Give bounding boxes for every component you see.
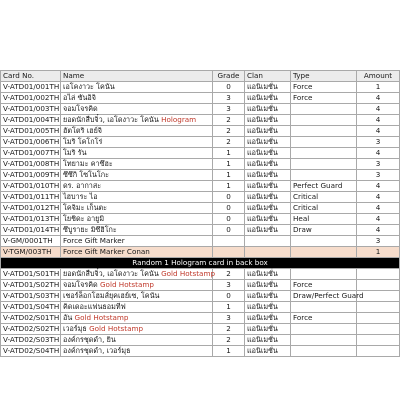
hologram-notice-row xyxy=(1,258,400,269)
cell-name xyxy=(61,247,213,258)
table-row xyxy=(1,159,400,170)
cell-clan xyxy=(245,236,291,247)
cell-grade: 3 xyxy=(213,104,245,115)
cell-grade xyxy=(213,236,245,247)
card-name-text: เวอร์มุธ xyxy=(63,324,87,334)
cell-grade: 1 xyxy=(213,148,245,159)
cell-grade: 3 xyxy=(213,313,245,324)
card-name-text: องค์กรชุดดำ, ยิน xyxy=(63,335,116,345)
cell-name xyxy=(61,302,213,313)
cell-name xyxy=(61,137,213,148)
cell-name xyxy=(61,225,213,236)
cell-name xyxy=(61,93,213,104)
cell-card-no: V-ATD01/006TH xyxy=(1,137,61,148)
cell-card-no: V-ATD01/005TH xyxy=(1,126,61,137)
cell-card-no: V-ATD01/014TH xyxy=(1,225,61,236)
cell-card-no: V-ATD01/004TH xyxy=(1,115,61,126)
cell-amount xyxy=(357,335,400,346)
cell-name xyxy=(61,346,213,357)
cell-amount: 3 xyxy=(357,236,400,247)
cell-type xyxy=(291,137,357,148)
cell-amount: 4 xyxy=(357,181,400,192)
card-name-text: จอมโจรคิด xyxy=(63,104,98,114)
card-name-text: ฮัตโตริ เฮย์จิ xyxy=(63,126,102,136)
table-row xyxy=(1,313,400,324)
cell-type xyxy=(291,324,357,335)
cell-type xyxy=(291,170,357,181)
cell-amount: 4 xyxy=(357,126,400,137)
card-name-text: เชอร์ล็อกโฮมส์ยุคเฮย์เซ, โคนัน xyxy=(63,291,160,301)
cell-card-no: V-ATD01/S02TH xyxy=(1,280,61,291)
cell-clan: แอนิเมชั่น xyxy=(245,115,291,126)
cell-type: Force xyxy=(291,313,357,324)
cell-clan: แอนิเมชั่น xyxy=(245,93,291,104)
card-name-text: ซึบูรายะ มิซึฮิโกะ xyxy=(63,225,117,235)
cell-clan: แอนิเมชั่น xyxy=(245,225,291,236)
cell-amount: 4 xyxy=(357,214,400,225)
cell-clan: แอนิเมชั่น xyxy=(245,313,291,324)
cell-grade: 2 xyxy=(213,324,245,335)
cell-type xyxy=(291,126,357,137)
cell-card-no: V-ATD01/011TH xyxy=(1,192,61,203)
cell-card-no: V-ATD01/S03TH xyxy=(1,291,61,302)
cell-card-no: V-ATD01/001TH xyxy=(1,82,61,93)
cell-amount: 4 xyxy=(357,148,400,159)
cell-name xyxy=(61,280,213,291)
cell-name xyxy=(61,214,213,225)
card-list-sheet xyxy=(0,70,400,357)
cell-type xyxy=(291,302,357,313)
cell-clan: แอนิเมชั่น xyxy=(245,335,291,346)
table-row xyxy=(1,115,400,126)
cell-clan: แอนิเมชั่น xyxy=(245,280,291,291)
card-name-text: องค์กรชุดดำ, เวอร์มุธ xyxy=(63,346,131,356)
table-header-row xyxy=(1,71,400,82)
cell-grade: 0 xyxy=(213,192,245,203)
cell-amount: 4 xyxy=(357,93,400,104)
cell-name xyxy=(61,115,213,126)
header-grade: Grade xyxy=(213,71,245,82)
cell-type: Critical xyxy=(291,203,357,214)
table-row xyxy=(1,324,400,335)
cell-type xyxy=(291,115,357,126)
cell-grade: 0 xyxy=(213,214,245,225)
cell-name xyxy=(61,82,213,93)
cell-grade: 1 xyxy=(213,346,245,357)
cell-grade: 2 xyxy=(213,126,245,137)
cell-grade: 1 xyxy=(213,181,245,192)
cell-card-no: V-ATD01/002TH xyxy=(1,93,61,104)
header-clan: Clan xyxy=(245,71,291,82)
cell-card-no: V-ATD01/S04TH xyxy=(1,302,61,313)
cell-clan: แอนิเมชั่น xyxy=(245,104,291,115)
table-row xyxy=(1,192,400,203)
cell-card-no: V-ATD01/007TH xyxy=(1,148,61,159)
card-name-text: โยชิดะ อายูมิ xyxy=(63,214,105,224)
header-name: Name xyxy=(61,71,213,82)
cell-clan: แอนิเมชั่น xyxy=(245,181,291,192)
cell-name xyxy=(61,159,213,170)
rarity-tag: Gold Hotstamp xyxy=(99,280,154,290)
cell-amount: 4 xyxy=(357,192,400,203)
cell-grade: 3 xyxy=(213,93,245,104)
table-row xyxy=(1,346,400,357)
cell-type: Heal xyxy=(291,214,357,225)
cell-amount: 3 xyxy=(357,170,400,181)
cell-card-no: V-ATD01/012TH xyxy=(1,203,61,214)
card-name-text: ซึซึกิ โซโนโกะ xyxy=(63,170,109,180)
table-row xyxy=(1,291,400,302)
cell-grade: 1 xyxy=(213,159,245,170)
cell-clan: แอนิเมชั่น xyxy=(245,159,291,170)
card-name-text: ไฮบาระ ไอ xyxy=(63,192,98,202)
cell-clan xyxy=(245,247,291,258)
cell-card-no: V-ATD01/009TH xyxy=(1,170,61,181)
cell-name xyxy=(61,313,213,324)
card-name-text: จอมโจรคิด xyxy=(63,280,98,290)
cell-type: Draw xyxy=(291,225,357,236)
cell-amount xyxy=(357,280,400,291)
cell-amount xyxy=(357,302,400,313)
cell-clan: แอนิเมชั่น xyxy=(245,170,291,181)
cell-type xyxy=(291,148,357,159)
table-row xyxy=(1,126,400,137)
table-row xyxy=(1,214,400,225)
cell-clan: แอนิเมชั่น xyxy=(245,214,291,225)
cell-type xyxy=(291,236,357,247)
cell-card-no: V-ATD02/S03TH xyxy=(1,335,61,346)
cell-name xyxy=(61,236,213,247)
card-name-text: เอโคงาวะ โคนัน xyxy=(63,82,115,92)
cell-card-no: V-ATD01/S01TH xyxy=(1,269,61,280)
cell-clan: แอนิเมชั่น xyxy=(245,291,291,302)
cell-type: Critical xyxy=(291,192,357,203)
card-name-text: คิดเดอะแฟนธอมทีฟ xyxy=(63,302,126,312)
cell-type xyxy=(291,269,357,280)
table-row xyxy=(1,203,400,214)
cell-name xyxy=(61,170,213,181)
cell-name xyxy=(61,269,216,280)
card-name-text: โคจิมะ เก็นตะ xyxy=(63,203,108,213)
cell-clan: แอนิเมชั่น xyxy=(245,148,291,159)
card-name-text: ยอดนักสืบจิ๋ว, เอโดงาวะ โคนัน xyxy=(63,115,159,125)
table-row xyxy=(1,225,400,236)
card-list-table xyxy=(0,70,400,357)
cell-clan: แอนิเมชั่น xyxy=(245,203,291,214)
cell-grade: 2 xyxy=(213,269,245,280)
cell-card-no: V-TGM/003TH xyxy=(1,247,61,258)
cell-grade: 2 xyxy=(213,137,245,148)
cell-clan: แอนิเมชั่น xyxy=(245,302,291,313)
card-name-text: โมริ รัน xyxy=(63,148,87,158)
cell-clan: แอนิเมชั่น xyxy=(245,82,291,93)
cell-name xyxy=(61,291,213,302)
cell-grade: 0 xyxy=(213,291,245,302)
cell-type xyxy=(291,247,357,258)
table-row xyxy=(1,302,400,313)
cell-name xyxy=(61,192,213,203)
cell-grade: 1 xyxy=(213,302,245,313)
card-name-text: ดร. อากาสะ xyxy=(63,181,102,191)
card-name-text: Force Gift Marker Conan xyxy=(63,247,150,257)
cell-name xyxy=(61,148,213,159)
cell-card-no: V-ATD02/S04TH xyxy=(1,346,61,357)
cell-amount xyxy=(357,346,400,357)
table-row xyxy=(1,181,400,192)
header-type: Type xyxy=(291,71,357,82)
cell-clan: แอนิเมชั่น xyxy=(245,269,291,280)
cell-grade: 0 xyxy=(213,225,245,236)
card-name-text: โทยามะ คาซึฮะ xyxy=(63,159,113,169)
cell-amount: 1 xyxy=(357,247,400,258)
table-row xyxy=(1,93,400,104)
cell-grade: 0 xyxy=(213,203,245,214)
cell-type xyxy=(291,159,357,170)
cell-grade: 3 xyxy=(213,280,245,291)
cell-card-no: V-GM/0001TH xyxy=(1,236,61,247)
cell-card-no: V-ATD02/S02TH xyxy=(1,324,61,335)
cell-name xyxy=(61,203,213,214)
main-card-rows xyxy=(1,82,400,258)
table-row xyxy=(1,170,400,181)
rarity-tag: Gold Hotstamp xyxy=(161,269,216,279)
header-card-no: Card No. xyxy=(1,71,61,82)
cell-clan: แอนิเมชั่น xyxy=(245,192,291,203)
cell-amount: 4 xyxy=(357,203,400,214)
cell-type: Force xyxy=(291,82,357,93)
special-card-rows xyxy=(1,269,400,357)
cell-card-no: V-ATD01/013TH xyxy=(1,214,61,225)
table-row xyxy=(1,280,400,291)
cell-amount: 4 xyxy=(357,115,400,126)
table-row xyxy=(1,137,400,148)
table-row xyxy=(1,335,400,346)
table-row xyxy=(1,82,400,93)
cell-clan: แอนิเมชั่น xyxy=(245,137,291,148)
cell-amount: 1 xyxy=(357,82,400,93)
rarity-tag: Gold Hotstamp xyxy=(89,324,144,334)
cell-type: Force xyxy=(291,280,357,291)
cell-amount xyxy=(357,269,400,280)
cell-grade: 2 xyxy=(213,335,245,346)
cell-type: Force xyxy=(291,93,357,104)
cell-amount xyxy=(357,324,400,335)
card-name-text: อัน xyxy=(63,313,73,323)
cell-type: Perfect Guard xyxy=(291,181,357,192)
cell-card-no: V-ATD01/003TH xyxy=(1,104,61,115)
cell-grade: 1 xyxy=(213,170,245,181)
cell-clan: แอนิเมชั่น xyxy=(245,324,291,335)
cell-amount: 3 xyxy=(357,137,400,148)
cell-type: Draw/Perfect Guard xyxy=(291,291,357,302)
card-name-text: ยอดนักสืบจิ๋ว, เอโดงาวะ โคนัน xyxy=(63,269,159,279)
card-name-text: อไล่ ซันอิจิ xyxy=(63,93,96,103)
cell-name xyxy=(61,181,213,192)
rarity-tag: Hologram xyxy=(161,115,197,125)
cell-amount: 4 xyxy=(357,104,400,115)
cell-name xyxy=(61,324,213,335)
cell-type xyxy=(291,335,357,346)
cell-name xyxy=(61,104,213,115)
table-row xyxy=(1,247,400,258)
cell-card-no: V-ATD01/008TH xyxy=(1,159,61,170)
card-name-text: โมริ โคโกโร่ xyxy=(63,137,103,147)
cell-grade: 2 xyxy=(213,115,245,126)
table-row xyxy=(1,236,400,247)
cell-name xyxy=(61,335,213,346)
cell-card-no: V-ATD01/010TH xyxy=(1,181,61,192)
cell-grade xyxy=(213,247,245,258)
cell-type xyxy=(291,346,357,357)
cell-clan: แอนิเมชั่น xyxy=(245,346,291,357)
cell-grade: 0 xyxy=(213,82,245,93)
cell-name xyxy=(61,126,213,137)
table-row xyxy=(1,269,400,280)
cell-amount: 4 xyxy=(357,225,400,236)
table-row xyxy=(1,104,400,115)
cell-amount: 3 xyxy=(357,159,400,170)
cell-type xyxy=(291,104,357,115)
cell-clan: แอนิเมชั่น xyxy=(245,126,291,137)
header-amount: Amount xyxy=(357,71,400,82)
hologram-notice-text: Random 1 Hologram card in back box xyxy=(1,258,400,269)
table-row xyxy=(1,148,400,159)
card-name-text: Force Gift Marker xyxy=(63,236,125,246)
cell-amount xyxy=(357,313,400,324)
cell-card-no: V-ATD02/S01TH xyxy=(1,313,61,324)
rarity-tag: Gold Hotstamp xyxy=(74,313,129,323)
